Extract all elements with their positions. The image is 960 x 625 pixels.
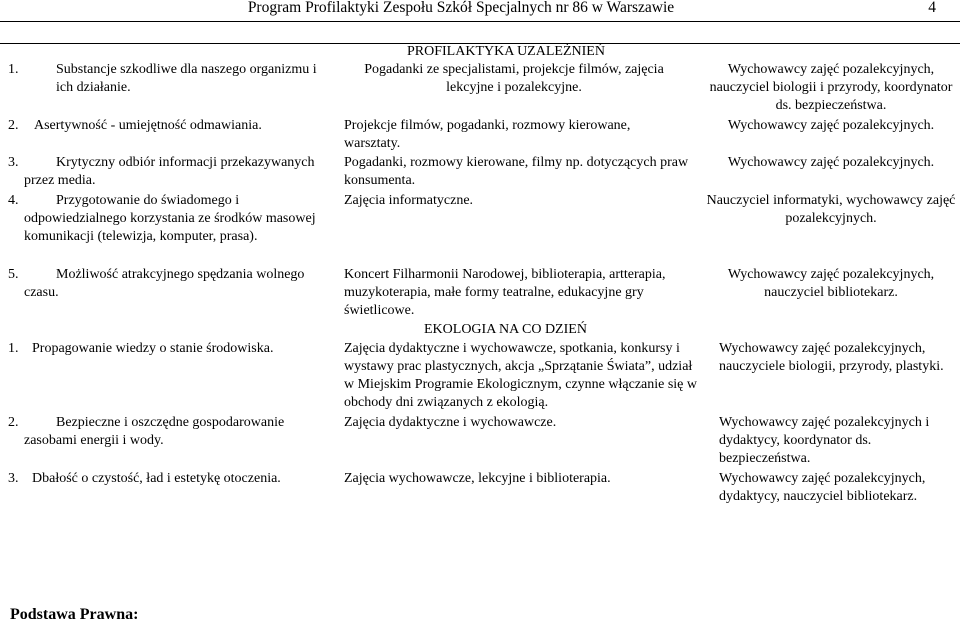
row-topic: Propagowanie wiedzy o stanie środowiska.	[32, 341, 274, 356]
row-topic: Krytyczny odbiór informacji przekazywanych przez media.	[24, 155, 315, 188]
row-number: 2.	[8, 118, 19, 133]
row-responsible: Wychowawcy zajęć pozalekcyjnych.	[727, 118, 935, 133]
row-number: 3.	[8, 155, 19, 170]
row-topic: Bezpieczne i oszczędne gospodarowanie zasobami energii i wody.	[24, 415, 285, 448]
row-topic: Możliwość atrakcyjnego spędzania wolnego czasu.	[24, 267, 305, 300]
section-title-addiction: PROFILAKTYKA UZALEŻNIEŃ	[407, 44, 605, 59]
row-topic: Dbałość o czystość, ład i estetykę otoczenia.	[32, 471, 281, 486]
document-title: Program Profilaktyki Zespołu Szkół Specjalnych nr 86 w Warszawie	[247, 0, 675, 16]
row-topic: Substancje szkodliwe dla naszego organizmu i ich działanie.	[56, 62, 317, 95]
row-forms: Projekcje filmów, pogadanki, rozmowy kierowane, warsztaty.	[344, 118, 631, 151]
row-number: 2.	[8, 415, 19, 430]
row-number: 4.	[8, 193, 19, 208]
row-forms: Zajęcia wychowawcze, lekcyjne i biblioterapia.	[344, 471, 611, 486]
row-responsible: Wychowawcy zajęć pozalekcyjnych.	[727, 155, 935, 170]
legal-basis-heading: Podstawa Prawna:	[10, 606, 139, 623]
row-forms: Pogadanki, rozmowy kierowane, filmy np. dotyczących praw konsumenta.	[344, 155, 689, 188]
row-number: 1.	[8, 62, 19, 77]
row-responsible: Nauczyciel informatyki, wychowawcy zajęć pozalekcyjnych.	[706, 193, 956, 226]
row-responsible: Wychowawcy zajęć pozalekcyjnych, nauczyciel biologii i przyrody, koordynator ds. bezpieczeństwa.	[709, 62, 953, 113]
row-number: 5.	[8, 267, 19, 282]
page-number: 4	[928, 0, 936, 16]
row-forms: Zajęcia informatyczne.	[344, 193, 474, 208]
section-title-ecology: EKOLOGIA NA CO DZIEŃ	[424, 322, 587, 337]
row-responsible: Wychowawcy zajęć pozalekcyjnych, nauczyciele biologii, przyrody, plastyki.	[719, 341, 944, 374]
row-topic: Asertywność - umiejętność odmawiania.	[34, 118, 262, 133]
row-responsible: Wychowawcy zajęć pozalekcyjnych, nauczyciel bibliotekarz.	[727, 267, 935, 300]
row-topic: Przygotowanie do świadomego i odpowiedzialnego korzystania ze środków masowej komunikacji (telewizja, komputer, prasa).	[24, 193, 316, 244]
row-number: 1.	[8, 341, 19, 356]
row-forms: Zajęcia dydaktyczne i wychowawcze.	[344, 415, 557, 430]
row-responsible: Wychowawcy zajęć pozalekcyjnych, dydaktycy, nauczyciel bibliotekarz.	[719, 471, 926, 504]
row-forms: Pogadanki ze specjalistami, projekcje filmów, zajęcia lekcyjne i pozalekcyjne.	[364, 62, 664, 95]
page-header	[0, 0, 960, 22]
header-rule	[0, 21, 960, 22]
row-responsible: Wychowawcy zajęć pozalekcyjnych i dydaktycy, koordynator ds. bezpieczeństwa.	[719, 415, 930, 466]
row-number: 3.	[8, 471, 19, 486]
row-forms: Koncert Filharmonii Narodowej, biblioterapia, artterapia, muzykoterapia, małe formy teatralne, edukacyjne gry świetlicowe.	[344, 267, 666, 318]
row-forms: Zajęcia dydaktyczne i wychowawcze, spotkania, konkursy i wystawy prac plastycznych, akcja „Sprzątanie Świata”, udział w Miejskim Programie Ekologicznym, czynne włączanie się w obchody dni związanych z ekologią.	[344, 341, 698, 410]
